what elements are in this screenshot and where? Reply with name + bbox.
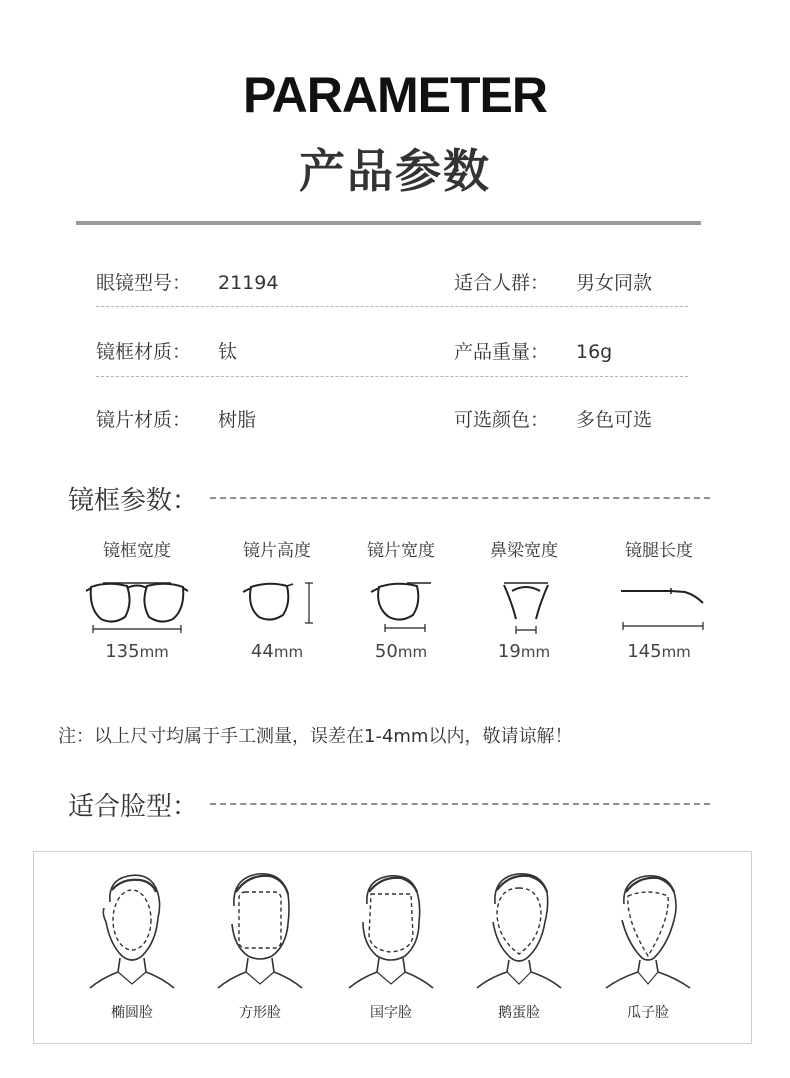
spec-label: 眼镜型号：	[96, 272, 192, 294]
face-label: 椭圆脸	[111, 1005, 153, 1021]
face-label: 鹅蛋脸	[498, 1005, 540, 1021]
spec-value: 钛	[218, 341, 238, 363]
dimension-value: 145	[627, 641, 662, 662]
dimension-frame-width	[72, 536, 202, 662]
section-divider	[210, 803, 710, 805]
measurement-note: 注：以上尺寸均属于手工测量，误差在1-4mm以内，敬请谅解！	[58, 726, 573, 747]
dimension-value: 44	[250, 641, 274, 662]
dimension-label: 镜片高度	[243, 541, 311, 561]
spec-value: 树脂	[218, 409, 257, 431]
face-item	[205, 862, 315, 1022]
dimension-unit: mm	[397, 643, 428, 661]
dimension-value: 19	[497, 641, 521, 662]
spec-value: 16g	[576, 341, 613, 363]
spec-cell	[96, 268, 278, 295]
dimension-temple-length	[594, 536, 724, 662]
face-item	[464, 862, 574, 1022]
face-item	[593, 862, 703, 1022]
dimension-unit: mm	[139, 643, 169, 661]
spec-label: 适合人群：	[454, 272, 550, 294]
spec-label: 镜片材质：	[96, 409, 192, 431]
dimension-value: 135	[105, 641, 140, 662]
dimension-value: 50	[374, 641, 398, 662]
spec-row	[96, 405, 688, 475]
page-title-en: PARAMETER	[243, 67, 547, 123]
face-section-title: 适合脸型：	[68, 792, 199, 822]
spec-divider	[96, 376, 688, 377]
spec-cell	[454, 405, 652, 432]
spec-label: 产品重量：	[454, 341, 550, 363]
full-frame-front-icon	[77, 561, 197, 641]
dimension-bridge-width	[459, 536, 589, 662]
face-item	[77, 862, 187, 1022]
dimension-label: 镜腿长度	[625, 541, 693, 561]
bridge-width-icon	[464, 561, 584, 641]
dimension-unit: mm	[661, 643, 691, 661]
guozi-face-icon	[341, 862, 441, 994]
melon-seed-face-icon	[598, 862, 698, 994]
spec-cell	[96, 405, 256, 432]
face-label: 瓜子脸	[627, 1005, 669, 1021]
title-divider	[76, 221, 701, 225]
face-label: 国字脸	[370, 1005, 412, 1021]
frame-section-title: 镜框参数：	[68, 486, 199, 516]
lens-height-icon	[217, 561, 337, 641]
oval-face-icon	[82, 862, 182, 994]
spec-label: 镜框材质：	[96, 341, 192, 363]
lens-width-icon	[341, 561, 461, 641]
spec-value: 男女同款	[576, 272, 653, 294]
face-item	[336, 862, 446, 1022]
spec-cell	[96, 337, 237, 364]
dimension-lens-width	[336, 536, 466, 662]
section-divider	[210, 497, 710, 499]
spec-cell	[454, 337, 612, 364]
dimension-label: 鼻梁宽度	[490, 541, 558, 561]
dimension-label: 镜片宽度	[367, 541, 435, 561]
spec-divider	[96, 306, 688, 307]
spec-value: 21194	[218, 272, 279, 294]
spec-row	[96, 337, 688, 407]
temple-length-icon	[599, 561, 719, 641]
egg-face-icon	[469, 862, 569, 994]
spec-cell	[454, 268, 652, 295]
dimension-label: 镜框宽度	[103, 541, 171, 561]
page-title-cn: 产品参数	[299, 144, 491, 198]
spec-value: 多色可选	[576, 409, 653, 431]
dimension-lens-height	[212, 536, 342, 662]
face-shape-panel	[33, 851, 752, 1044]
face-label: 方形脸	[239, 1005, 281, 1021]
square-face-icon	[210, 862, 310, 994]
dimension-unit: mm	[273, 643, 304, 661]
spec-row	[96, 268, 688, 338]
spec-label: 可选颜色：	[454, 409, 550, 431]
dimension-unit: mm	[520, 643, 551, 661]
